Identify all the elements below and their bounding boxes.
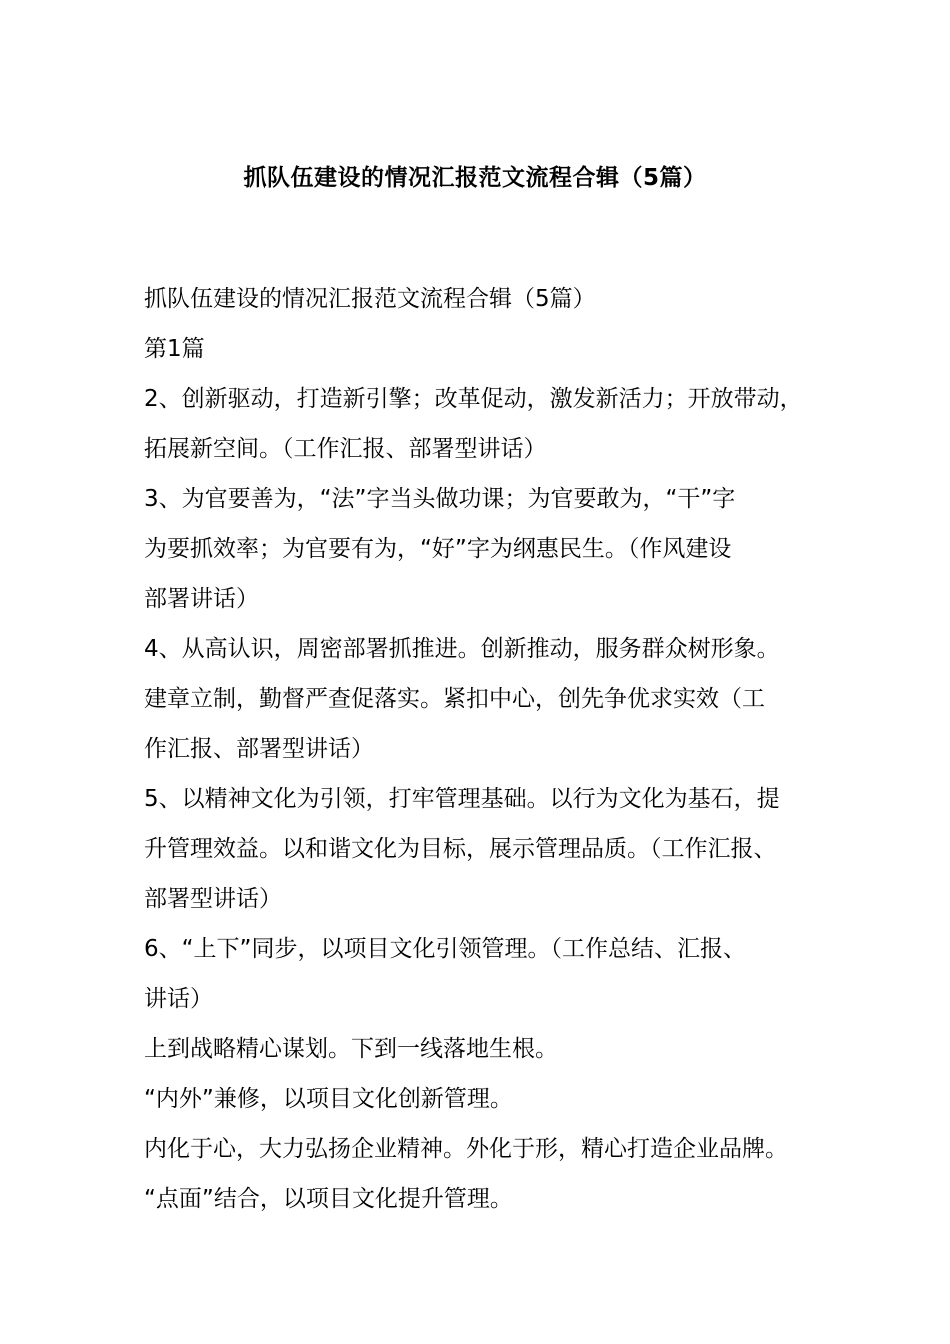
text-line: 内化于心，大力弘扬企业精神。外化于形，精心打造企业品牌。 — [144, 1136, 788, 1162]
text-line: 第1篇 — [144, 336, 205, 362]
text-line: 为要抓效率；为官要有为，“好”字为纲惠民生。（作风建设 — [144, 536, 732, 562]
text-line: 升管理效益。以和谐文化为目标，展示管理品质。（工作汇报、 — [144, 836, 777, 862]
text-line: 讲话） — [144, 986, 213, 1012]
text-line: 上到战略精心谋划。下到一线落地生根。 — [144, 1036, 558, 1062]
text-line: 部署讲话） — [144, 586, 259, 612]
text-line: “点面”结合，以项目文化提升管理。 — [144, 1186, 513, 1212]
text-line: 4、从高认识，周密部署抓推进。创新推动，服务群众树形象。 — [144, 636, 780, 662]
text-line: 拓展新空间。（工作汇报、部署型讲话） — [144, 436, 547, 462]
text-line: 作汇报、部署型讲话） — [144, 736, 374, 762]
text-line: 抓队伍建设的情况汇报范文流程合辑（5篇） — [144, 286, 596, 312]
document-body — [144, 274, 824, 1224]
document-title: 抓队伍建设的情况汇报范文流程合辑（5篇） — [243, 165, 707, 191]
text-line: 5、以精神文化为引领，打牢管理基础。以行为文化为基石，提 — [144, 786, 780, 812]
text-line: 部署型讲话） — [144, 886, 282, 912]
text-line: “内外”兼修，以项目文化创新管理。 — [144, 1086, 513, 1112]
text-line: 6、“上下”同步，以项目文化引领管理。（工作总结、汇报、 — [144, 936, 746, 962]
text-line: 3、为官要善为，“法”字当头做功课；为官要敢为，“干”字 — [144, 486, 736, 512]
text-line: 2、创新驱动，打造新引擎；改革促动，激发新活力；开放带动， — [144, 386, 803, 412]
text-line: 建章立制，勤督严查促落实。紧扣中心，创先争优求实效（工 — [144, 686, 765, 712]
